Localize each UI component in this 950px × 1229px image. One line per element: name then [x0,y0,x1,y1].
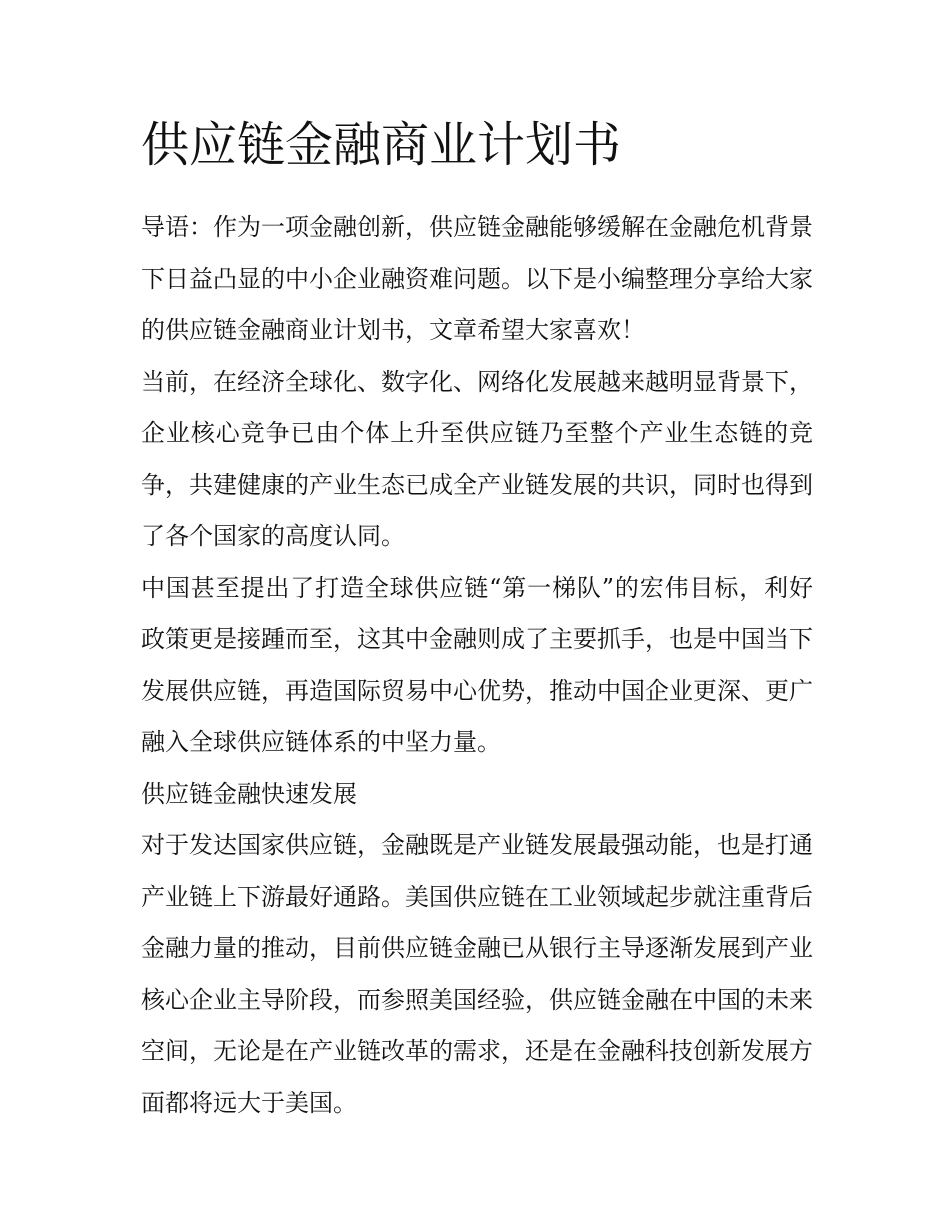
intro-paragraph: 导语：作为一项金融创新，供应链金融能够缓解在金融危机背景下日益凸显的中小企业融资难问题。以下是小编整理分享给大家的供应链金融商业计划书，文章希望大家喜欢！ [141,213,813,344]
china-goal-paragraph: 中国甚至提出了打造全球供应链“第一梯队”的宏伟目标，利好政策更是接踵而至，这其中金融则成了主要抓手，也是中国当下发展供应链，再造国际贸易中心优势，推动中国企业更深、更广融入全球供应链体系的中坚力量。 [141,573,813,756]
section-paragraph: 对于发达国家供应链，金融既是产业链发展最强动能，也是打通产业链上下游最好通路。美国供应链在工业领域起步就注重背后金融力量的推动，目前供应链金融已从银行主导逐渐发展到产业核心企业主导阶段，而参照美国经验，供应链金融在中国的未来空间，无论是在产业链改革的需求，还是在金融科技创新发展方面都将远大于美国。 [141,831,813,1117]
context-paragraph: 当前，在经济全球化、数字化、网络化发展越来越明显背景下，企业核心竞争已由个体上升至供应链乃至整个产业生态链的竞争，共建健康的产业生态已成全产业链发展的共识，同时也得到了各个国家的高度认同。 [141,367,813,550]
document-page [141,112,813,1129]
section-heading: 供应链金融快速发展 [141,779,357,808]
document-title: 供应链金融商业计划书 [141,117,622,173]
